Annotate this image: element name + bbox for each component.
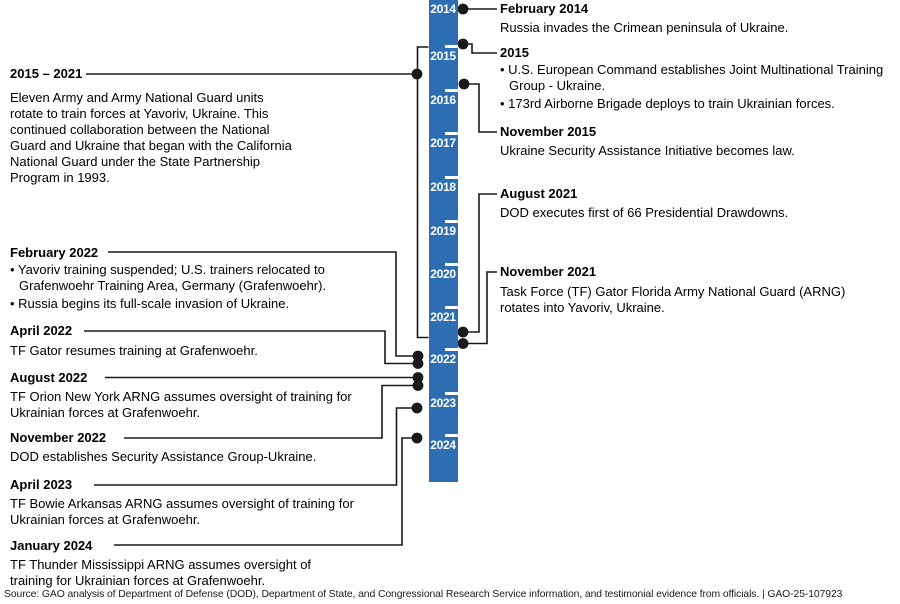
year-tick-mark (445, 348, 458, 351)
event-text-line: rotate to train forces at Yavoriv, Ukraine. This (10, 106, 269, 121)
year-label-2019: 2019 (430, 224, 456, 238)
event-body (500, 62, 883, 112)
timeline-dot (412, 433, 423, 444)
year-label-2021: 2021 (430, 310, 456, 324)
event-text-line: DOD executes first of 66 Presidential Drawdowns. (500, 205, 789, 220)
event-heading: 2015 (500, 45, 529, 60)
year-label-2014: 2014 (430, 2, 456, 16)
event-text-line: • Yavoriv training suspended; U.S. trainers relocated to (10, 262, 325, 277)
event-text-line: • U.S. European Command establishes Joint Multinational Training (500, 62, 884, 77)
event-body (500, 284, 845, 316)
year-label-2018: 2018 (430, 180, 456, 194)
timeline-dot (458, 39, 469, 50)
event-heading: November 2015 (500, 124, 597, 139)
year-tick-mark (445, 89, 458, 92)
event-heading: February 2022 (10, 245, 99, 260)
event-text-line: rotates into Yavoriv, Ukraine. (500, 300, 665, 315)
year-tick-mark (445, 176, 458, 179)
event-heading: April 2022 (10, 323, 73, 338)
year-label-2022: 2022 (430, 352, 456, 366)
source-note: Source: GAO analysis of Department of Defense (DOD), Department of State, and Congressional Research Service information, and testimonial evidence from officials. | GAO-25-107923 (4, 589, 843, 600)
event-left-4 (10, 430, 316, 465)
event-left-5 (10, 477, 354, 528)
event-text-line: Ukraine Security Assistance Initiative becomes law. (500, 143, 795, 158)
event-text-line: • 173rd Airborne Brigade deploys to train Ukrainian forces. (500, 96, 835, 111)
event-right-2 (500, 124, 795, 159)
event-heading: August 2021 (500, 186, 578, 201)
event-heading: August 2022 (10, 370, 88, 385)
timeline-dot (412, 403, 423, 414)
timeline-dot (413, 380, 424, 391)
year-tick-mark (445, 392, 458, 395)
event-body (10, 496, 354, 528)
event-left-2 (10, 323, 258, 359)
event-text-line: TF Thunder Mississippi ARNG assumes oversight of (10, 557, 312, 572)
connector-line (464, 84, 497, 132)
event-text-line: continued collaboration between the National (10, 122, 270, 137)
year-tick-mark (445, 132, 458, 135)
event-text-line: TF Gator resumes training at Grafenwoehr. (10, 343, 258, 358)
event-text-line: Ukrainian forces at Grafenwoehr. (10, 405, 201, 420)
year-label-2016: 2016 (430, 93, 456, 107)
event-left-3 (10, 370, 352, 421)
year-label-2017: 2017 (430, 136, 456, 150)
timeline-dot (459, 79, 470, 90)
event-body (500, 205, 788, 221)
event-text-line: Task Force (TF) Gator Florida Army National Guard (ARNG) (500, 284, 846, 299)
event-right-3 (500, 186, 788, 221)
event-body (500, 20, 788, 36)
year-label-2020: 2020 (430, 267, 456, 281)
event-heading: April 2023 (10, 477, 73, 492)
event-text-line: • Russia begins its full-scale invasion of Ukraine. (10, 296, 290, 311)
event-text-line: TF Bowie Arkansas ARNG assumes oversight of training for (10, 496, 354, 511)
event-text-line: Russia invades the Crimean peninsula of Ukraine. (500, 20, 789, 35)
year-tick-mark (445, 306, 458, 309)
event-left-0 (10, 66, 292, 186)
event-body (10, 557, 311, 589)
year-tick-mark (445, 45, 458, 48)
event-text-line: Grafenwoehr Training Area, Germany (Grafenwoehr). (19, 278, 327, 293)
event-text-line: TF Orion New York ARNG assumes oversight of training for (10, 389, 352, 404)
event-right-0 (500, 1, 788, 36)
event-left-1 (10, 245, 326, 312)
event-body (10, 449, 316, 465)
event-right-1 (500, 45, 883, 112)
year-label-2024: 2024 (430, 438, 456, 452)
event-text-line: training for Ukrainian forces at Grafenwoehr. (10, 573, 266, 588)
event-body (500, 143, 795, 159)
event-text-line: National Guard under the State Partnership (10, 154, 261, 169)
event-body (10, 389, 352, 421)
timeline-dot (458, 338, 469, 349)
event-left-6 (10, 538, 311, 589)
event-body (10, 90, 292, 186)
event-heading: January 2024 (10, 538, 93, 553)
year-tick-mark (445, 220, 458, 223)
timeline-dot (412, 69, 423, 80)
event-heading: 2015 – 2021 (10, 66, 83, 81)
connector-line (463, 194, 497, 332)
event-body (10, 262, 326, 312)
event-text-line: Group - Ukraine. (509, 78, 606, 93)
year-label-2023: 2023 (430, 396, 456, 410)
event-heading: February 2014 (500, 1, 589, 16)
year-label-2015: 2015 (430, 49, 456, 63)
event-body (10, 343, 258, 359)
event-text-line: Ukrainian forces at Grafenwoehr. (10, 512, 201, 527)
event-right-4 (500, 264, 845, 316)
event-heading: November 2021 (500, 264, 597, 279)
event-text-line: DOD establishes Security Assistance Group-Ukraine. (10, 449, 317, 464)
timeline-dot (458, 4, 469, 15)
event-text-line: Guard and Ukraine that began with the California (10, 138, 292, 153)
timeline-dot (458, 327, 469, 338)
event-text-line: Program in 1993. (10, 170, 110, 185)
event-text-line: Eleven Army and Army National Guard units (10, 90, 264, 105)
year-tick-mark (445, 263, 458, 266)
year-tick-mark (445, 434, 458, 437)
event-heading: November 2022 (10, 430, 107, 445)
timeline-dot (413, 358, 424, 369)
